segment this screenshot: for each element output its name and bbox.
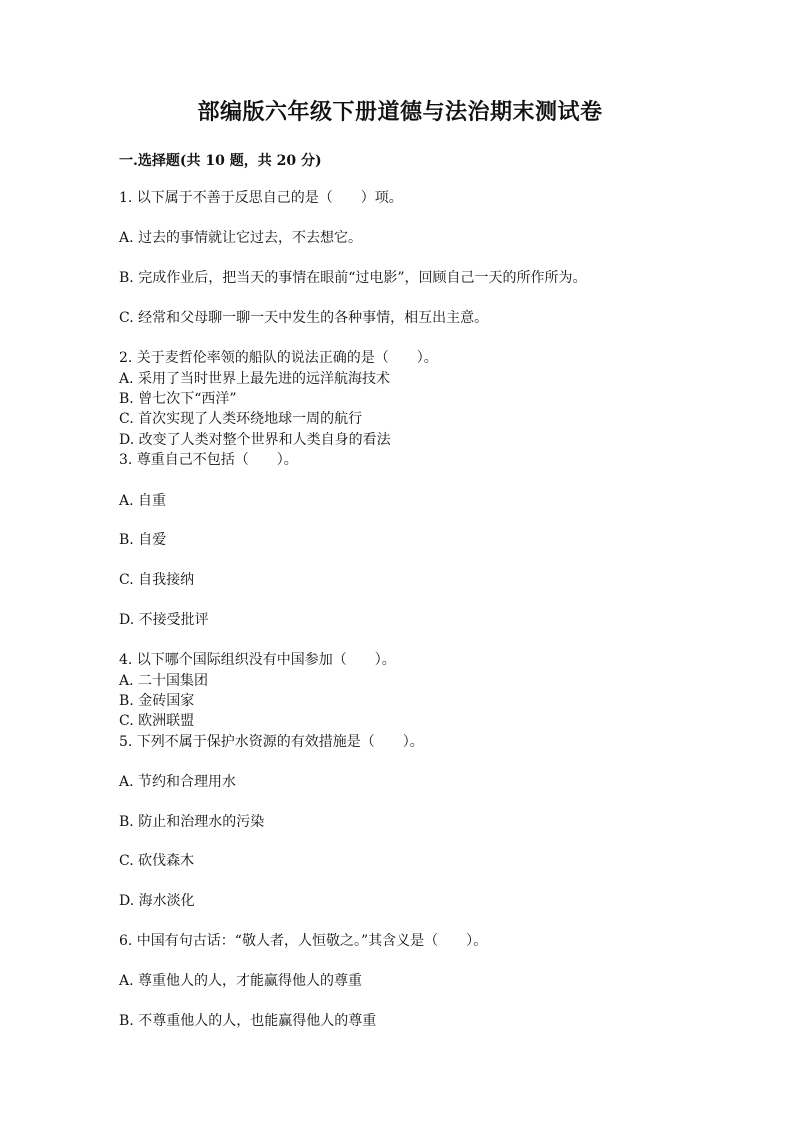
option-2d: D. 改变了人类对整个世界和人类自身的看法 <box>119 432 391 448</box>
option-4b: B. 金砖国家 <box>119 693 195 709</box>
option-6a: A. 尊重他人的人，才能赢得他人的尊重 <box>119 973 363 989</box>
option-2b: B. 曾七次下“西洋” <box>119 391 237 407</box>
option-5a: A. 节约和合理用水 <box>119 774 237 790</box>
section-heading: 一.选择题(共 10 题，共 20 分) <box>119 153 322 169</box>
page-title: 部编版六年级下册道德与法治期末测试卷 <box>197 99 603 125</box>
option-4c: C. 欧洲联盟 <box>119 713 195 729</box>
question-6: 6. 中国有句古话：“敬人者，人恒敬之。”其含义是（ ）。 <box>119 933 488 949</box>
option-3b: B. 自爱 <box>119 532 167 548</box>
option-3d: D. 不接受批评 <box>119 612 209 628</box>
option-2c: C. 首次实现了人类环绕地球一周的航行 <box>119 411 363 427</box>
option-2a: A. 采用了当时世界上最先进的远洋航海技术 <box>119 371 391 387</box>
question-4: 4. 以下哪个国际组织没有中国参加（ ）。 <box>119 652 396 668</box>
option-1a: A. 过去的事情就让它过去，不去想它。 <box>119 230 363 246</box>
option-3a: A. 自重 <box>119 493 167 509</box>
question-1: 1. 以下属于不善于反思自己的是（ ）项。 <box>119 190 403 206</box>
option-4a: A. 二十国集团 <box>119 673 209 689</box>
option-5b: B. 防止和治理水的污染 <box>119 814 265 830</box>
question-2: 2. 关于麦哲伦率领的船队的说法正确的是（ ）。 <box>119 350 438 366</box>
option-3c: C. 自我接纳 <box>119 572 195 588</box>
question-3: 3. 尊重自己不包括（ ）。 <box>119 452 298 468</box>
option-1b: B. 完成作业后，把当天的事情在眼前“过电影”，回顾自己一天的所作所为。 <box>119 270 587 286</box>
option-6b: B. 不尊重他人的人，也能赢得他人的尊重 <box>119 1013 377 1029</box>
option-5c: C. 砍伐森木 <box>119 853 195 869</box>
option-5d: D. 海水淡化 <box>119 893 195 909</box>
question-5: 5. 下列不属于保护水资源的有效措施是（ ）。 <box>119 734 424 750</box>
option-1c: C. 经常和父母聊一聊一天中发生的各种事情，相互出主意。 <box>119 310 489 326</box>
